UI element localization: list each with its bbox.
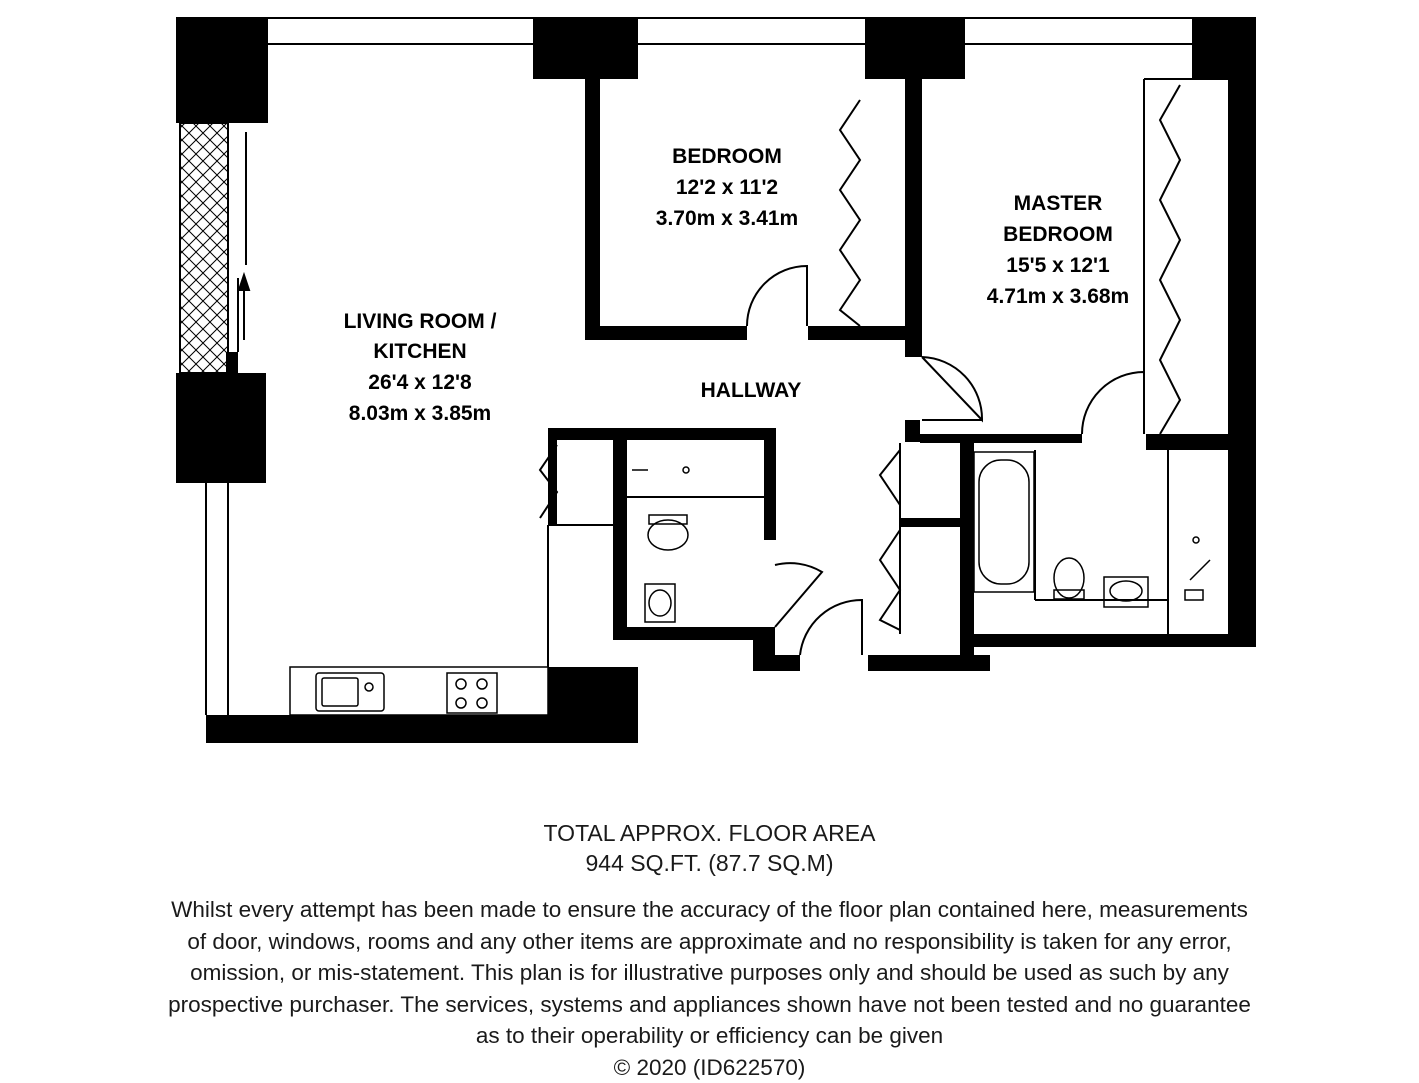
area-value: 944 SQ.FT. (87.7 SQ.M) bbox=[0, 848, 1419, 878]
disclaimer bbox=[0, 894, 1419, 1083]
room-label-master bbox=[987, 192, 1129, 308]
master-metric: 4.71m x 3.68m bbox=[987, 285, 1129, 308]
master-name-2: BEDROOM bbox=[1003, 223, 1113, 246]
bedroom-imperial: 12'2 x 11'2 bbox=[676, 176, 778, 199]
master-imperial: 15'5 x 12'1 bbox=[1006, 254, 1110, 277]
kitchen-fittings bbox=[290, 667, 548, 715]
disclaimer-line: Whilst every attempt has been made to ensure the accuracy of the floor plan contained here, measurements bbox=[0, 894, 1419, 926]
top-windows bbox=[268, 18, 1192, 44]
area-title: TOTAL APPROX. FLOOR AREA bbox=[0, 818, 1419, 848]
bathroom-fittings bbox=[632, 452, 1210, 622]
bedroom-metric: 3.70m x 3.41m bbox=[656, 207, 798, 230]
disclaimer-line: of door, windows, rooms and any other items are approximate and no responsibility is taken for any error, bbox=[0, 926, 1419, 958]
living-imperial: 26'4 x 12'8 bbox=[368, 371, 472, 394]
hallway-name: HALLWAY bbox=[701, 379, 802, 402]
floor-area-summary bbox=[0, 818, 1419, 878]
living-metric: 8.03m x 3.85m bbox=[349, 402, 491, 425]
disclaimer-line: as to their operability or efficiency can be given bbox=[0, 1020, 1419, 1052]
disclaimer-line: omission, or mis-statement. This plan is for illustrative purposes only and should be used as such by any bbox=[0, 957, 1419, 989]
copyright: © 2020 (ID622570) bbox=[0, 1052, 1419, 1083]
living-name-1: LIVING ROOM / bbox=[344, 310, 497, 333]
disclaimer-line: prospective purchaser. The services, systems and appliances shown have not been tested and no guarantee bbox=[0, 989, 1419, 1021]
room-label-bedroom bbox=[656, 145, 798, 230]
master-name-1: MASTER bbox=[1014, 192, 1103, 215]
bedroom-name: BEDROOM bbox=[672, 145, 782, 168]
living-name-2: KITCHEN bbox=[373, 340, 466, 363]
wardrobe-doors bbox=[540, 85, 1180, 630]
room-label-living bbox=[344, 310, 497, 425]
